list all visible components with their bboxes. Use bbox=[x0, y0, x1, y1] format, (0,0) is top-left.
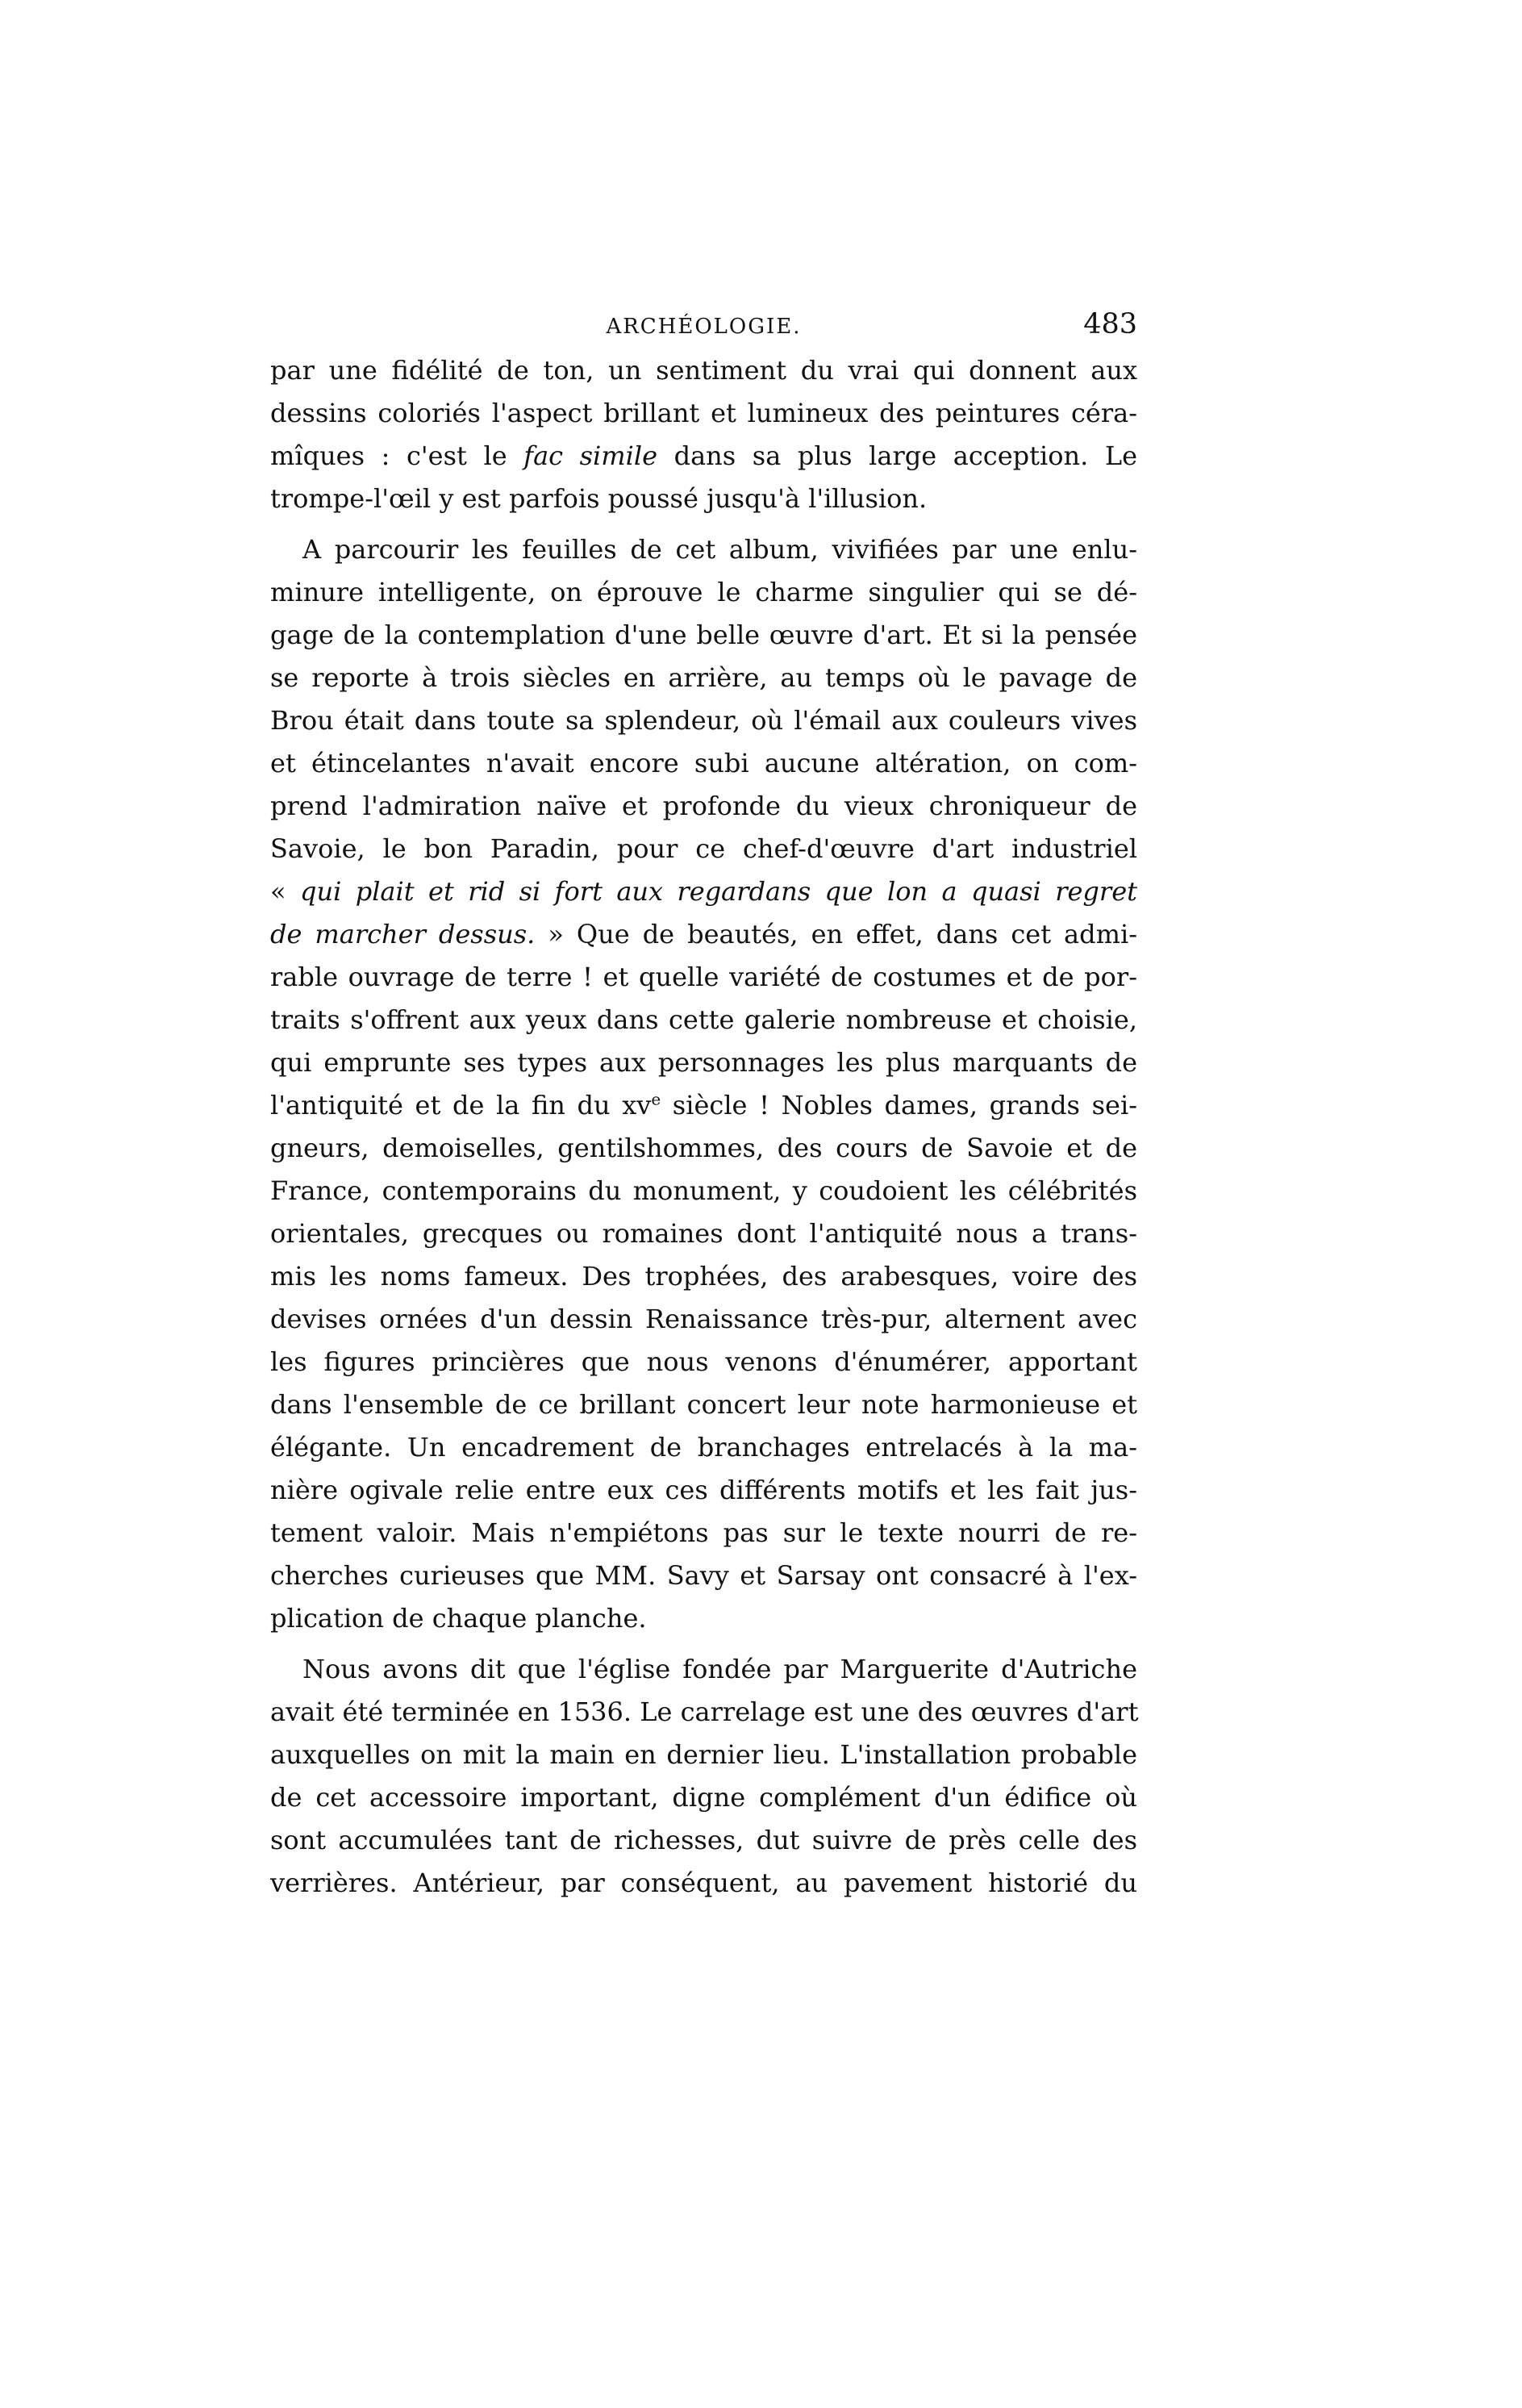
text-line: orientales, grecques ou romaines dont l'antiquité nous a trans- bbox=[270, 1218, 1137, 1249]
text-line: auxquelles on mit la main en dernier lieu. L'installation probable bbox=[270, 1739, 1137, 1770]
text-line: plication de chaque planche. bbox=[270, 1603, 647, 1634]
text-line: verrières. Antérieur, par conséquent, au pavement historié du bbox=[270, 1868, 1137, 1898]
text-line: trompe-l'œil y est parfois poussé jusqu'à l'illusion. bbox=[270, 483, 928, 514]
text-line: traits s'offrent aux yeux dans cette galerie nombreuse et choisie, bbox=[270, 1004, 1137, 1035]
text-line: Nous avons dit que l'église fondée par Marguerite d'Autriche bbox=[302, 1654, 1137, 1684]
text-line bbox=[270, 435, 1137, 478]
paragraph-1 bbox=[270, 349, 1137, 520]
text-line bbox=[270, 913, 1137, 956]
text-line: Savoie, le bon Paradin, pour ce chef-d'œuvre d'art industriel bbox=[270, 833, 1137, 864]
text-line: cherches curieuses que MM. Savy et Sarsay ont consacré à l'ex- bbox=[270, 1560, 1137, 1591]
text-line: rable ouvrage de terre ! et quelle variété de costumes et de por- bbox=[270, 962, 1137, 992]
text-fragment: dans sa plus large acception. Le bbox=[657, 440, 1138, 471]
text-line: tement valoir. Mais n'empiétons pas sur le texte nourri de re- bbox=[270, 1517, 1137, 1548]
text-line: devises ornées d'un dessin Renaissance très-pur, alternent avec bbox=[270, 1304, 1137, 1334]
italic-fragment: fac simile bbox=[523, 440, 658, 471]
text-fragment: l'antiquité et de la fin du xv bbox=[270, 1090, 652, 1121]
italic-fragment: de marcher dessus. bbox=[270, 919, 536, 949]
text-line: A parcourir les feuilles de cet album, vivifiées par une enlu- bbox=[302, 534, 1137, 565]
text-line: dans l'ensemble de ce brillant concert leur note harmonieuse et bbox=[270, 1389, 1137, 1420]
text-line: les figures princières que nous venons d'énumérer, apportant bbox=[270, 1346, 1137, 1377]
paragraph-3 bbox=[270, 1648, 1137, 1905]
text-line: Brou était dans toute sa splendeur, où l'émail aux couleurs vives bbox=[270, 705, 1137, 736]
text-line: élégante. Un encadrement de branchages entrelacés à la ma- bbox=[270, 1432, 1137, 1463]
superscript: e bbox=[651, 1089, 661, 1109]
body-text bbox=[270, 349, 1137, 1905]
text-line bbox=[270, 1084, 1137, 1127]
text-line: prend l'admiration naïve et profonde du vieux chroniqueur de bbox=[270, 791, 1137, 821]
text-line: sont accumulées tant de richesses, dut suivre de près celle des bbox=[270, 1825, 1137, 1855]
page-number: 483 bbox=[1083, 308, 1137, 340]
text-line: nière ogivale relie entre eux ces différents motifs et les fait jus- bbox=[270, 1475, 1137, 1505]
text-line: de cet accessoire important, digne complément d'un édifice où bbox=[270, 1782, 1137, 1813]
text-line: se reporte à trois siècles en arrière, au temps où le pavage de bbox=[270, 662, 1137, 693]
text-fragment: mîques : c'est le bbox=[270, 440, 524, 471]
text-line: dessins coloriés l'aspect brillant et lumineux des peintures céra- bbox=[270, 398, 1137, 428]
text-line: minure intelligente, on éprouve le charme singulier qui se dé- bbox=[270, 577, 1137, 607]
text-fragment: « bbox=[270, 876, 300, 907]
text-line bbox=[270, 870, 1137, 913]
text-line: France, contemporains du monument, y coudoient les célébrités bbox=[270, 1175, 1137, 1206]
italic-fragment: qui plait et rid si fort aux regardans que lon a quasi regret bbox=[299, 876, 1138, 907]
running-title: ARCHÉOLOGIE. bbox=[606, 315, 802, 339]
text-fragment: siècle ! Nobles dames, grands sei- bbox=[661, 1090, 1137, 1121]
paragraph-2 bbox=[270, 528, 1137, 1640]
text-fragment: » Que de beautés, en effet, dans cet admi- bbox=[535, 919, 1138, 949]
text-line: qui emprunte ses types aux personnages les plus marquants de bbox=[270, 1047, 1137, 1078]
text-line: et étincelantes n'avait encore subi aucune altération, on com- bbox=[270, 748, 1137, 778]
text-line: gneurs, demoiselles, gentilshommes, des cours de Savoie et de bbox=[270, 1133, 1137, 1163]
text-line: mis les noms fameux. Des trophées, des arabesques, voire des bbox=[270, 1261, 1137, 1292]
text-line: avait été terminée en 1536. Le carrelage est une des œuvres d'art bbox=[270, 1696, 1139, 1727]
text-line: par une fidélité de ton, un sentiment du vrai qui donnent aux bbox=[270, 355, 1137, 386]
text-line: gage de la contemplation d'une belle œuvre d'art. Et si la pensée bbox=[270, 620, 1137, 650]
page-header bbox=[270, 308, 1137, 348]
